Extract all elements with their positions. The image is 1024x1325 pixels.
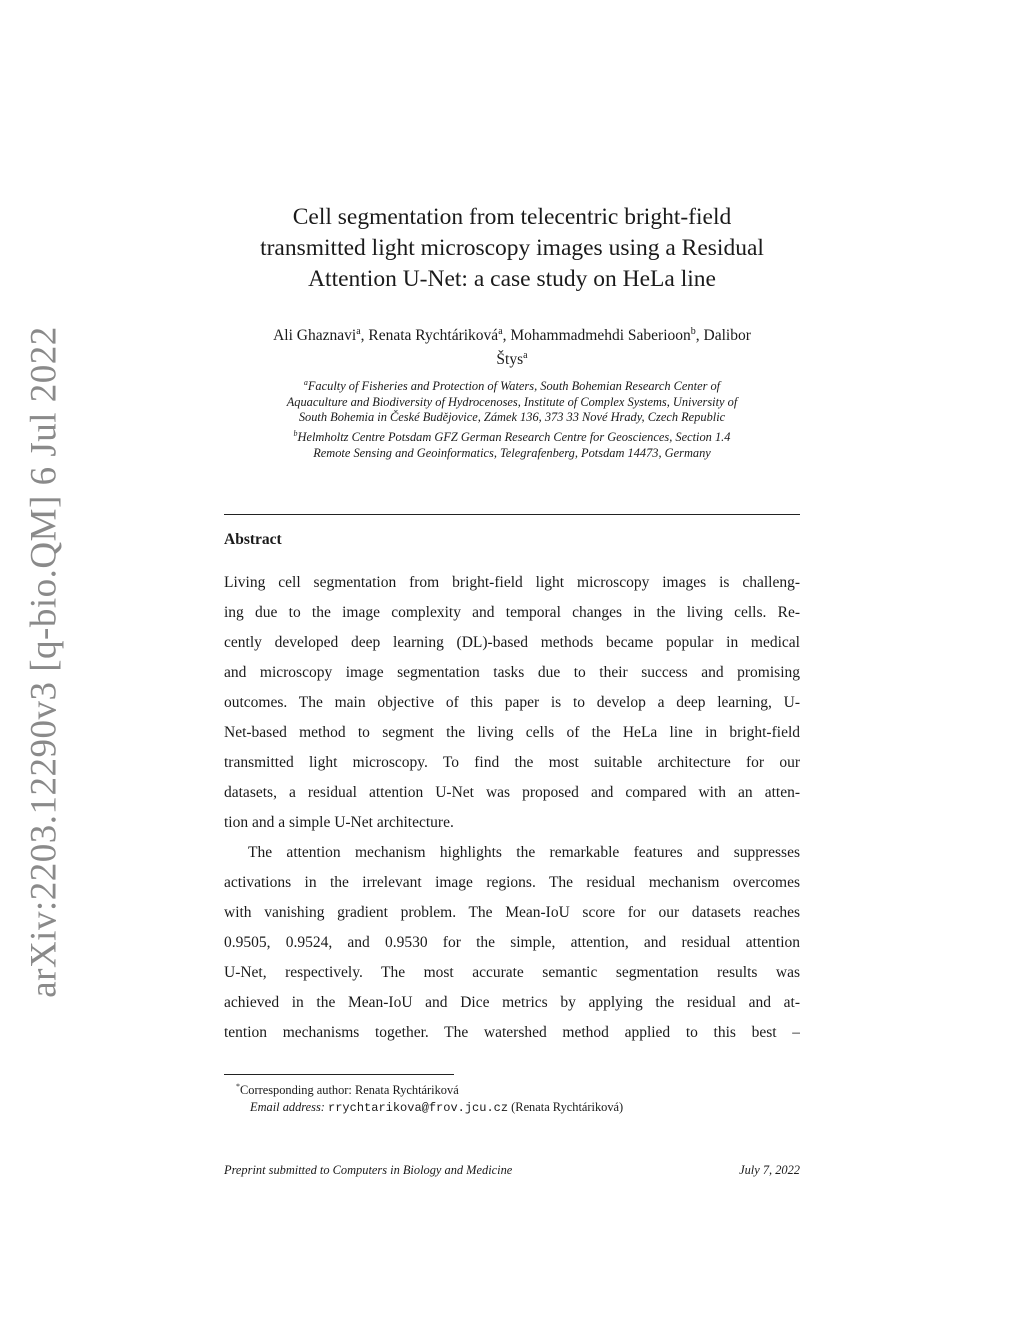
author-affil-mark: a: [523, 350, 528, 362]
corresponding-author: Corresponding author: Renata Rychtáriková: [240, 1083, 459, 1098]
author-name: , Dalibor: [695, 327, 751, 345]
affiliation-line: Aquaculture and Biodiversity of Hydrocenoses, Institute of Complex Systems, University of: [286, 394, 738, 409]
arxiv-identifier: arXiv:2203.12290v3 [q-bio.QM] 6 Jul 2022: [23, 326, 65, 998]
abstract-line: Living cell segmentation from bright-field light microscopy images is challeng-: [224, 574, 800, 591]
abstract-line: The attention mechanism highlights the remarkable features and suppresses: [248, 844, 800, 861]
author-affil-mark: a: [356, 326, 361, 337]
abstract-line: and microscopy image segmentation tasks due to their success and promising: [224, 664, 800, 681]
author-name: , Mohammadmehdi Saberioon: [502, 327, 691, 345]
title-line: Attention U-Net: a case study on HeLa line: [308, 266, 716, 292]
footnote: [236, 1078, 806, 1117]
header-divider: [224, 514, 800, 515]
abstract-line: achieved in the Mean-IoU and Dice metrics by applying the residual and at-: [224, 994, 800, 1011]
abstract-heading: Abstract: [224, 531, 282, 548]
author-affil-mark: a: [498, 326, 503, 337]
author-name: , Renata Rychtáriková: [360, 327, 499, 345]
affil-text: Helmholtz Centre Potsdam GFZ German Research Centre for Geosciences, Section 1.4: [297, 430, 731, 445]
affil-text: Faculty of Fisheries and Protection of Waters, South Bohemian Research Center of: [307, 379, 721, 394]
author-name: Štys: [496, 351, 524, 369]
affiliations: [224, 375, 800, 461]
title-line: Cell segmentation from telecentric bright-field: [292, 204, 732, 230]
abstract-line: transmitted light microscopy. To find the most suitable architecture for our: [224, 754, 800, 771]
email-label: Email address:: [250, 1100, 325, 1115]
affiliation-line: South Bohemia in České Budějovice, Zámek 136, 373 33 Nové Hrady, Czech Republic: [298, 410, 726, 425]
abstract-line: tion and a simple U-Net architecture.: [224, 814, 454, 831]
preprint-note: Preprint submitted to Computers in Biology and Medicine: [224, 1163, 513, 1177]
email-line: [236, 1099, 806, 1117]
affiliation-line: [224, 426, 800, 446]
abstract-line: tention mechanisms together. The watershed method applied to this best –: [224, 1024, 800, 1041]
corresponding-author-line: [236, 1078, 806, 1099]
email-owner: (Renata Rychtáriková): [511, 1100, 624, 1115]
paper-title: [224, 202, 800, 295]
abstract-line: datasets, a residual attention U-Net was proposed and compared with an atten-: [224, 784, 800, 801]
abstract-line: cently developed deep learning (DL)-based methods became popular in medical: [224, 634, 800, 651]
abstract-line: 0.9505, 0.9524, and 0.9530 for the simple, attention, and residual attention: [224, 934, 800, 951]
title-line: transmitted light microscopy images using a Residual: [260, 235, 764, 261]
email-address[interactable]: rrychtarikova@frov.jcu.cz: [328, 1101, 509, 1116]
abstract-line: with vanishing gradient problem. The Mean-IoU score for our datasets reaches: [224, 904, 800, 921]
abstract-line: U-Net, respectively. The most accurate semantic segmentation results was: [224, 964, 800, 981]
author-list: [224, 322, 800, 370]
preprint-date: July 7, 2022: [739, 1163, 800, 1177]
footnote-divider: [224, 1074, 454, 1075]
affil-mark: a: [303, 378, 308, 387]
footnote-mark: *: [236, 1082, 240, 1091]
author-name: Ali Ghaznavi: [273, 327, 357, 345]
affiliation-line: Remote Sensing and Geoinformatics, Telegrafenberg, Potsdam 14473, Germany: [313, 445, 711, 460]
abstract-line: activations in the irrelevant image regions. The residual mechanism overcomes: [224, 874, 800, 891]
abstract-body: [224, 568, 800, 1048]
abstract-line: ing due to the image complexity and temporal changes in the living cells. Re-: [224, 604, 800, 621]
affil-mark: b: [293, 428, 298, 438]
abstract-line: Net-based method to segment the living cells of the HeLa line in bright-field: [224, 724, 800, 741]
affiliation-line: [224, 375, 800, 395]
abstract-line: outcomes. The main objective of this paper is to develop a deep learning, U-: [224, 694, 800, 711]
author-affil-mark: b: [690, 326, 696, 337]
